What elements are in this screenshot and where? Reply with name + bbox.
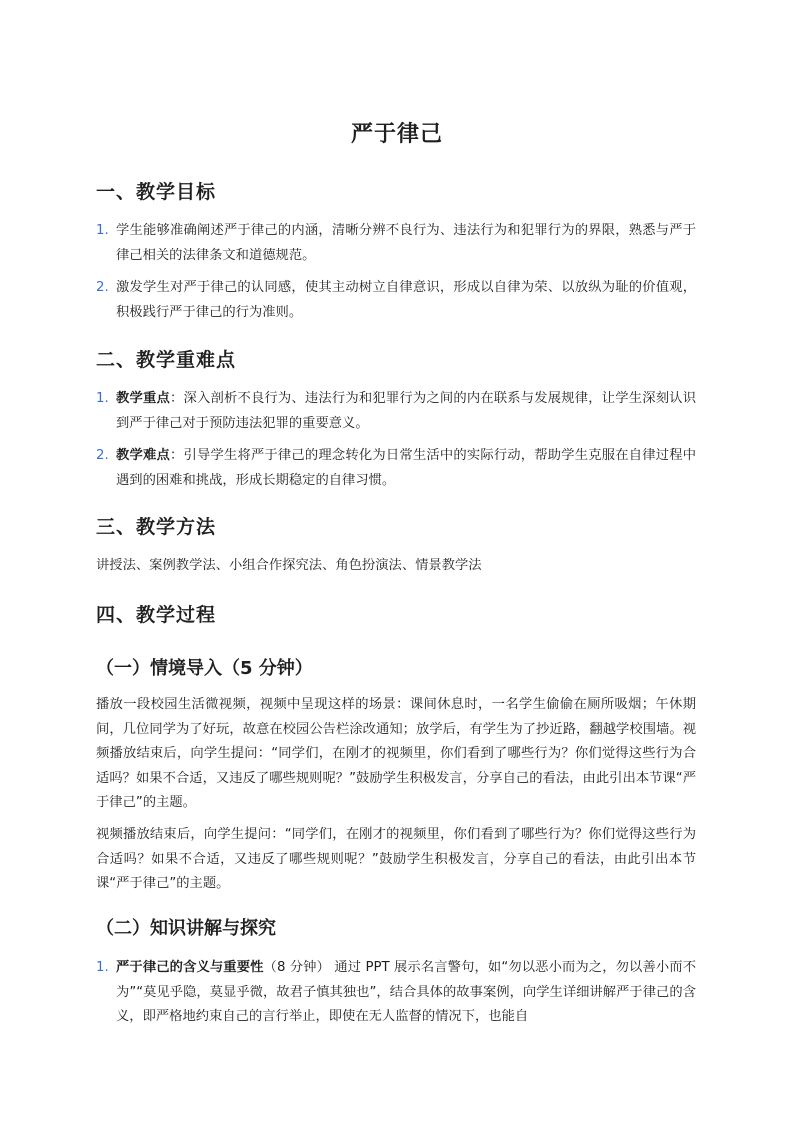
list-item-label: 严于律己的含义与重要性 (116, 960, 264, 975)
list-item-text: 激发学生对严于律己的认同感，使其主动树立自律意识，形成以自律为荣、以放纵为耻的价值观，积极践行严于律己的行为准则。 (116, 280, 696, 320)
list-number: 1. (96, 391, 109, 406)
list-item (96, 444, 696, 493)
document-title: 严于律己 (350, 122, 443, 147)
objectives-list (96, 219, 696, 325)
section-heading-process: 四、教学过程 (96, 604, 217, 626)
list-number: 1. (96, 960, 109, 975)
section-heading-objectives: 一、教学目标 (96, 181, 217, 203)
methods-text: 讲授法、案例教学法、小组合作探究法、角色扮演法、情景教学法 (96, 558, 482, 573)
knowledge-list (96, 956, 696, 1030)
intro-paragraph-1: 播放一段校园生活微视频，视频中呈现这样的场景：课间休息时，一名学生偷偷在厕所吸烟；午休期间，几位同学为了好玩，故意在校园公告栏涂改通知；放学后，有学生为了抄近路，翻越学校围墙。视频播放结束后，向学生提问：“同学们，在刚才的视频里，你们看到了哪些行为？你们觉得这些行为合适吗？如果不合适，又违反了哪些规则呢？”鼓励学生积极发言，分享自己的看法，由此引出本节课“严于律己”的主题。 (96, 697, 696, 810)
intro-paragraph-2: 视频播放结束后，向学生提问：“同学们，在刚才的视频里，你们看到了哪些行为？你们觉得这些行为合适吗？如果不合适，又违反了哪些规则呢？”鼓励学生积极发言，分享自己的看法，由此引出本节课“严于律己”的主题。 (96, 827, 696, 891)
list-item-text: ：引导学生将严于律己的理念转化为日常生活中的实际行动，帮助学生克服在自律过程中遇到的困难和挑战，形成长期稳定的自律习惯。 (116, 448, 697, 488)
list-item (96, 956, 696, 1030)
list-number: 1. (96, 223, 109, 238)
subsection-heading-intro: （一）情境导入（5 分钟） (96, 658, 313, 679)
list-item-label: 教学难点 (116, 448, 170, 463)
list-number: 2. (96, 280, 109, 295)
list-item-text: ：深入剖析不良行为、违法行为和犯罪行为之间的内在联系与发展规律，让学生深刻认识到严于律己对于预防违法犯罪的重要意义。 (116, 391, 697, 431)
list-number: 2. (96, 448, 109, 463)
section-heading-methods: 三、教学方法 (96, 516, 217, 538)
section-heading-key-points: 二、教学重难点 (96, 349, 237, 371)
list-item-label: 教学重点 (116, 391, 170, 406)
key-points-list (96, 387, 696, 493)
list-item (96, 387, 696, 436)
list-item (96, 276, 696, 325)
list-item-text: （8 分钟） 通过 PPT 展示名言警句，如“勿以恶小而为之，勿以善小而不为”“莫见乎隐，莫显乎微，故君子慎其独也”，结合具体的故事案例，向学生详细讲解严于律己的含义，即严格地约束自己的言行举止，即使在无人监督的情况下，也能自 (116, 960, 696, 1024)
list-item (96, 219, 696, 268)
subsection-heading-knowledge: （二）知识讲解与探究 (96, 918, 276, 939)
list-item-text: 学生能够准确阐述严于律己的内涵，清晰分辨不良行为、违法行为和犯罪行为的界限，熟悉与严于律己相关的法律条文和道德规范。 (116, 223, 696, 263)
